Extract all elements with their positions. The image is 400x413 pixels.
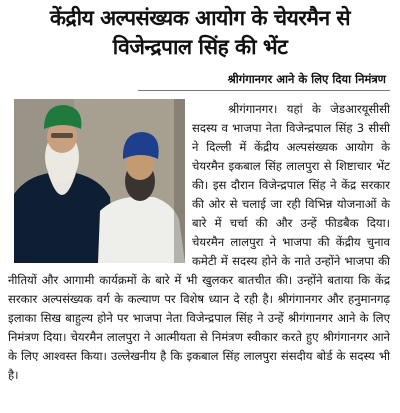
headline-line-1: केंद्रीय अल्पसंख्यक आयोग के चेयरमैन से [49,6,351,30]
article-body [8,100,390,407]
subheadline: श्रीगंगानगर आने के लिए दिया निमंत्रण [227,72,386,86]
headline-line-2: विजेन्द्रपाल सिंह की भेंट [112,35,288,59]
article-paragraph: श्रीगंगानगर। यहां के जेडआरयूसीसी सदस्य व भाजपा नेता विजेन्द्रपाल सिंह 3 सीसी ने दिल्ली में केंद्रीय अल्पसंख्यक आयोग के चेयरमैन इकबाल सिंह लालपुरा से शिष्टाचार भेंट की। इस दौरान विजेन्द्रपाल सिंह ने केंद्र सरकार की ओर से चलाई जा रही विभिन्न योजनाओं के बारे में चर्चा की और उन्हें फीडबैक दिया। चेयरमैन लालपुरा ने भाजपा की केंद्रीय चुनाव कमेटी में सदस्य होने के नाते उन्होंने भाजपा की नीतियों और आगामी कार्यक्रमों के बारे में भी खुलकर बातचीत की। उन्होंने बताया कि केंद्र सरकार अल्पसंख्यक वर्ग के कल्याण पर विशेष ध्यान दे रही है। श्रीगंगानगर और हनुमानगढ़ इलाका सिख बाहुल्य होने पर भाजपा नेता विजेन्द्रपाल सिंह ने उन्हें श्रीगंगानगर आने के लिए निमंत्रण दिया। चेयरमैन लालपुरा ने आत्मीयता से निमंत्रण स्वीकार करते हुए श्रीगंगानगर आने के लिए आश्वस्त किया। उल्लेखनीय है कि इकबाल सिंह लालपुरा संसदीय बोर्ड के सदस्य भी है। [8,102,390,382]
subheadline-rule [138,90,390,91]
headline [6,4,394,62]
photo-float-spacer [8,100,192,264]
